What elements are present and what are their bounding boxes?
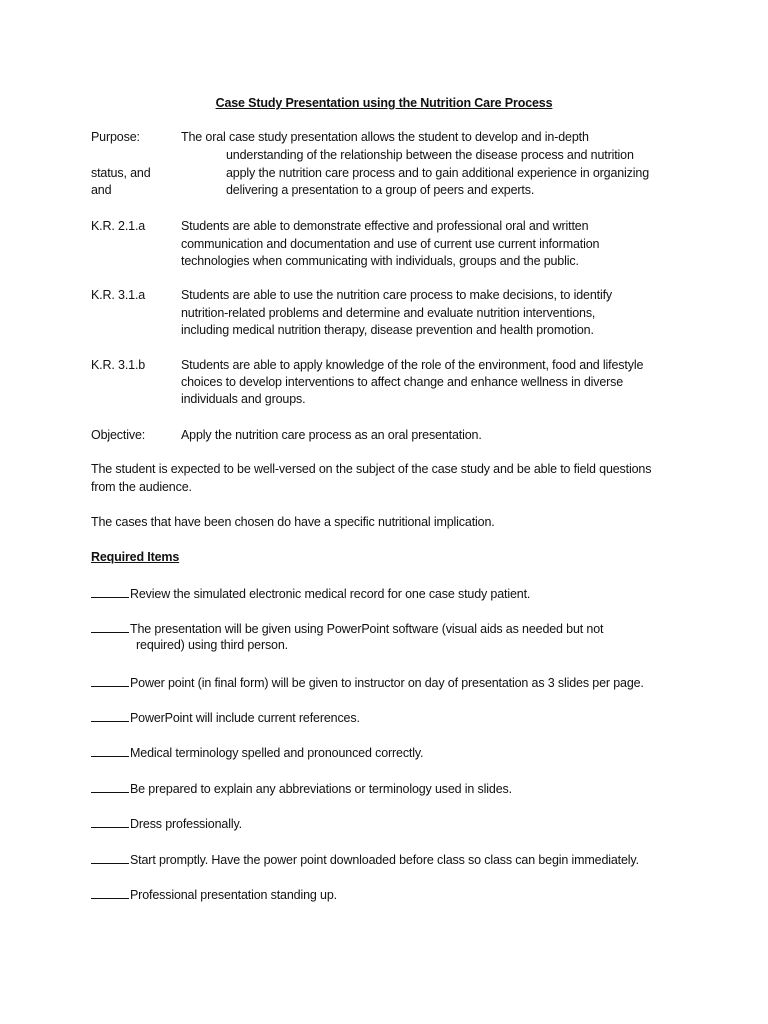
required-item-text: The presentation will be given using PowerPoint software (visual aids as needed but not <box>130 622 604 636</box>
required-item-9 <box>91 886 337 904</box>
expectation-line-1: The student is expected to be well-versed on the subject of the case study and be able to field questions <box>91 462 652 476</box>
purpose-line-1: The oral case study presentation allows the student to develop and in-depth <box>181 130 589 144</box>
required-item-7 <box>91 815 242 833</box>
required-item-text: Professional presentation standing up. <box>130 888 337 902</box>
kr-31a-line-2: nutrition-related problems and determine and evaluate nutrition interventions, <box>181 306 596 320</box>
kr-31b-label: K.R. 3.1.b <box>91 358 146 372</box>
checklist-blank[interactable] <box>91 780 129 793</box>
required-item-8 <box>91 851 639 869</box>
checklist-blank[interactable] <box>91 815 129 828</box>
checklist-blank[interactable] <box>91 674 129 687</box>
required-item-text: Be prepared to explain any abbreviations or terminology used in slides. <box>130 782 512 796</box>
required-item-text: Dress professionally. <box>130 817 242 831</box>
checklist-blank[interactable] <box>91 851 129 864</box>
required-item-4 <box>91 709 360 727</box>
kr-31a-line-3: including medical nutrition therapy, disease prevention and health promotion. <box>181 323 594 337</box>
required-item-text: Start promptly. Have the power point downloaded before class so class can begin immediately. <box>130 853 639 867</box>
required-item-6 <box>91 780 512 798</box>
required-item-text: Power point (in final form) will be given to instructor on day of presentation as 3 slides per page. <box>130 676 644 690</box>
purpose-line-4: delivering a presentation to a group of peers and experts. <box>226 183 535 197</box>
purpose-margin-fragment-2: and <box>91 183 112 197</box>
purpose-line-3: apply the nutrition care process and to gain additional experience in organizing <box>226 166 650 180</box>
purpose-line-2: understanding of the relationship between the disease process and nutrition <box>226 148 634 162</box>
purpose-label: Purpose: <box>91 130 140 144</box>
expectation-line-2: from the audience. <box>91 480 192 494</box>
checklist-blank[interactable] <box>91 585 129 598</box>
checklist-blank[interactable] <box>91 886 129 899</box>
required-item-5 <box>91 744 423 762</box>
document-title: Case Study Presentation using the Nutrition Care Process <box>215 96 553 110</box>
kr-211a-line-3: technologies when communicating with individuals, groups and the public. <box>181 254 579 268</box>
purpose-margin-fragment-1: status, and <box>91 166 151 180</box>
kr-31b-line-2: choices to develop interventions to affect change and enhance wellness in diverse <box>181 375 624 389</box>
objective-text: Apply the nutrition care process as an oral presentation. <box>181 428 482 442</box>
kr-31a-line-1: Students are able to use the nutrition care process to make decisions, to identify <box>181 288 613 302</box>
required-item-1 <box>91 585 530 603</box>
kr-31b-line-1: Students are able to apply knowledge of the role of the environment, food and lifestyle <box>181 358 644 372</box>
required-item-text: Review the simulated electronic medical record for one case study patient. <box>130 587 531 601</box>
checklist-blank[interactable] <box>91 709 129 722</box>
checklist-blank[interactable] <box>91 620 129 633</box>
checklist-blank[interactable] <box>91 744 129 757</box>
required-item-2-continuation: required) using third person. <box>136 638 288 652</box>
kr-31a-label: K.R. 3.1.a <box>91 288 146 302</box>
required-item-text: Medical terminology spelled and pronounced correctly. <box>130 746 424 760</box>
kr-211a-line-2: communication and documentation and use of current use current information <box>181 237 600 251</box>
required-item-2 <box>91 620 603 638</box>
objective-label: Objective: <box>91 428 146 442</box>
required-item-text: PowerPoint will include current references. <box>130 711 360 725</box>
kr-211a-label: K.R. 2.1.a <box>91 219 146 233</box>
required-items-heading: Required Items <box>91 550 180 564</box>
kr-31b-line-3: individuals and groups. <box>181 392 306 406</box>
required-item-3 <box>91 674 644 692</box>
cases-note: The cases that have been chosen do have a specific nutritional implication. <box>91 515 495 529</box>
kr-211a-line-1: Students are able to demonstrate effective and professional oral and written <box>181 219 589 233</box>
